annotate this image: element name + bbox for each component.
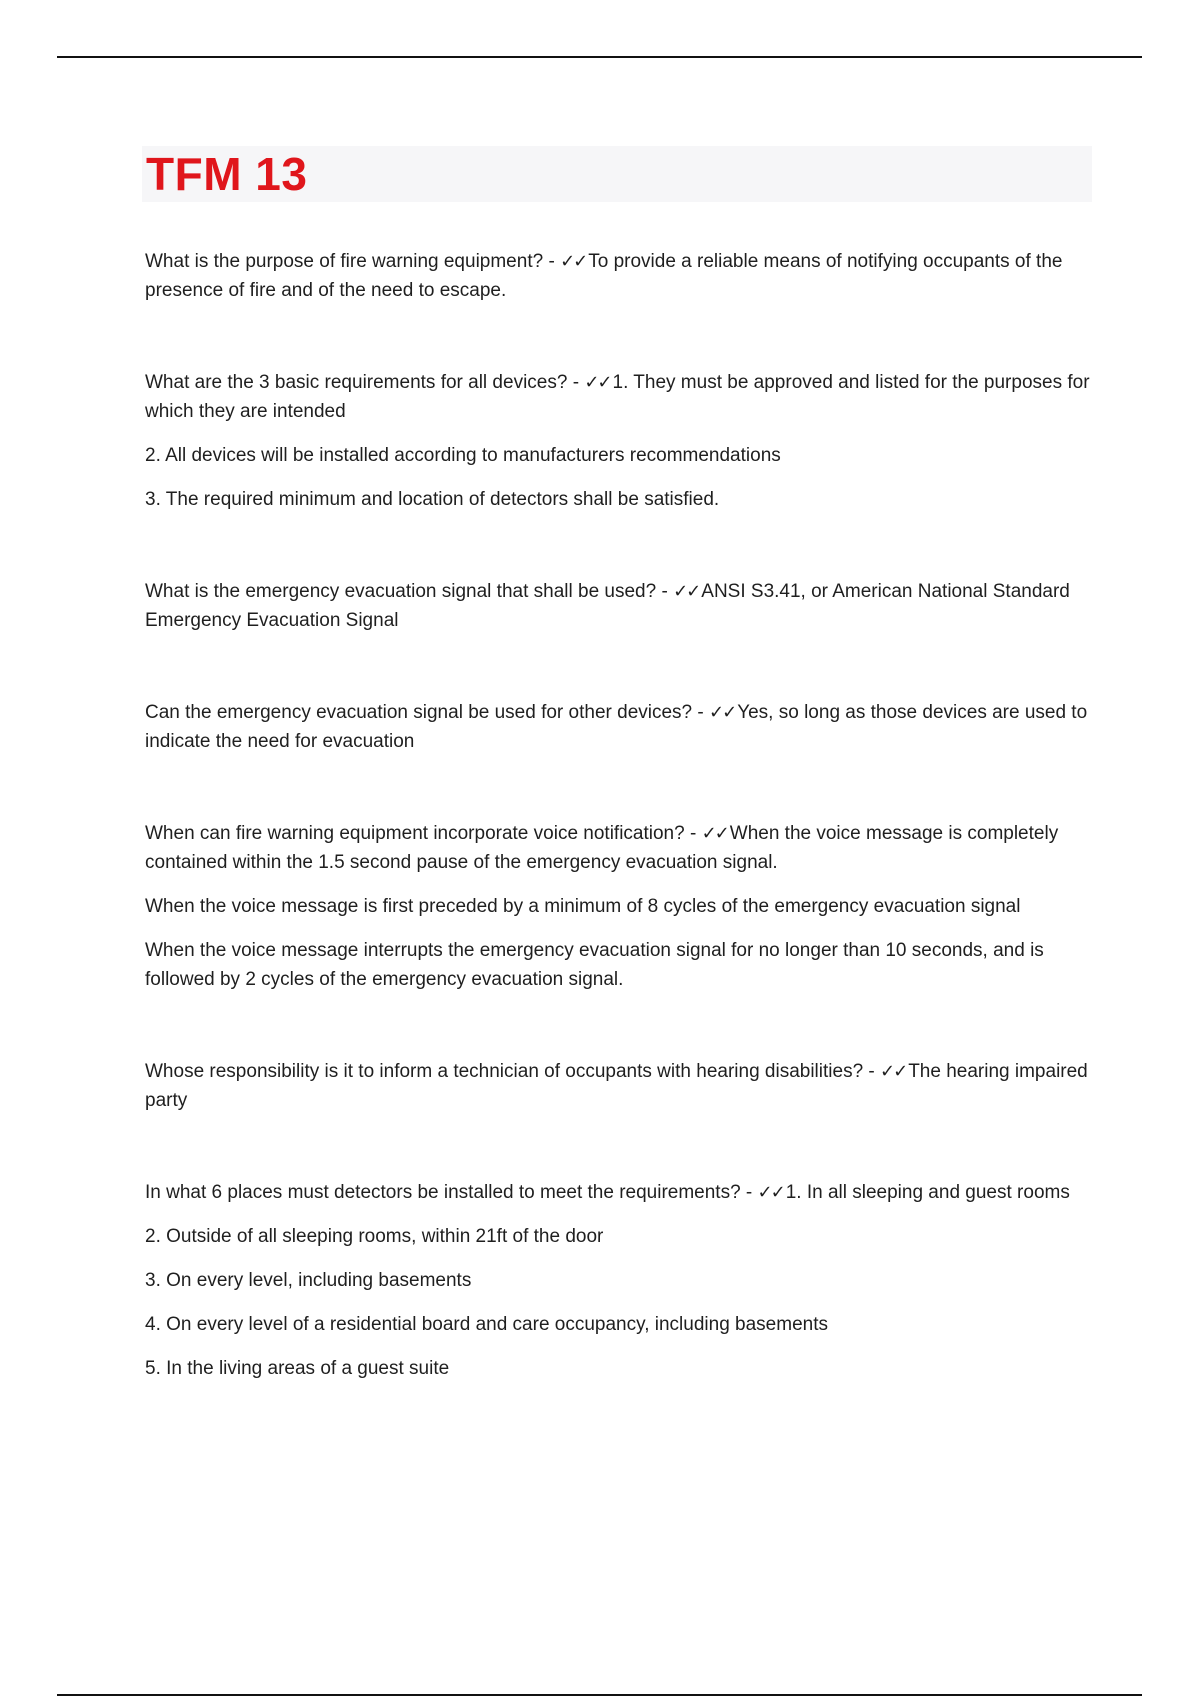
answer-text: To provide a reliable means of notifying occupants of the presence of fire and of the need to escape.	[145, 251, 1063, 301]
separator: -	[656, 581, 674, 602]
qa-item	[145, 1178, 1090, 1383]
question-text: What are the 3 basic requirements for all devices?	[145, 372, 568, 393]
answer-line: When the voice message interrupts the emergency evacuation signal for no longer than 10 seconds, and is followed by 2 cycles of the emergency evacuation signal.	[145, 940, 1044, 990]
top-rule	[57, 56, 1142, 58]
answer-text: 1. They must be approved and listed for the purposes for which they are intended	[145, 372, 1090, 422]
question-text: What is the purpose of fire warning equipment?	[145, 251, 544, 272]
answer-text: The hearing impaired party	[145, 1061, 1088, 1111]
qa-question-line	[145, 247, 1090, 305]
qa-question-line	[145, 698, 1090, 756]
question-text: Can the emergency evacuation signal be used for other devices?	[145, 702, 693, 723]
qa-question-line	[145, 368, 1090, 426]
answer-line: 5. In the living areas of a guest suite	[145, 1358, 450, 1379]
qa-list	[145, 247, 1090, 1446]
qa-item	[145, 368, 1090, 514]
separator: -	[863, 1061, 881, 1082]
question-text: When can fire warning equipment incorporate voice notification?	[145, 823, 685, 844]
document-title: TFM 13	[146, 148, 308, 200]
answer-text: When the voice message is completely contained within the 1.5 second pause of the emergency evacuation signal.	[145, 823, 1059, 873]
double-check-icon: ✓✓	[584, 372, 611, 393]
question-text: Whose responsibility is it to inform a technician of occupants with hearing disabilities?	[145, 1061, 864, 1082]
answer-line: When the voice message is first preceded by a minimum of 8 cycles of the emergency evacuation signal	[145, 896, 1021, 917]
double-check-icon: ✓✓	[560, 251, 587, 272]
question-text: In what 6 places must detectors be installed to meet the requirements?	[145, 1182, 741, 1203]
question-text: What is the emergency evacuation signal that shall be used?	[145, 581, 657, 602]
separator: -	[543, 251, 561, 272]
answer-line: 3. On every level, including basements	[145, 1270, 472, 1291]
answer-line: 4. On every level of a residential board and care occupancy, including basements	[145, 1314, 828, 1335]
double-check-icon: ✓✓	[757, 1182, 784, 1203]
qa-question-line	[145, 1057, 1090, 1115]
separator: -	[740, 1182, 758, 1203]
double-check-icon: ✓✓	[701, 823, 728, 844]
qa-question-line	[145, 819, 1090, 877]
qa-item	[145, 247, 1090, 305]
qa-item	[145, 698, 1090, 756]
answer-text: Yes, so long as those devices are used to indicate the need for evacuation	[145, 702, 1088, 752]
separator: -	[684, 823, 702, 844]
answer-line: 3. The required minimum and location of detectors shall be satisfied.	[145, 489, 720, 510]
double-check-icon: ✓✓	[673, 581, 700, 602]
qa-question-line	[145, 577, 1090, 635]
qa-item	[145, 819, 1090, 994]
answer-line: 2. Outside of all sleeping rooms, within 21ft of the door	[145, 1226, 604, 1247]
separator: -	[567, 372, 585, 393]
double-check-icon: ✓✓	[880, 1061, 907, 1082]
qa-question-line	[145, 1178, 1090, 1207]
bottom-rule	[57, 1694, 1142, 1696]
answer-text: 1. In all sleeping and guest rooms	[785, 1182, 1070, 1203]
double-check-icon: ✓✓	[709, 702, 736, 723]
qa-item	[145, 577, 1090, 635]
answer-line: 2. All devices will be installed according to manufacturers recommendations	[145, 445, 781, 466]
title-band	[142, 146, 1092, 202]
separator: -	[692, 702, 710, 723]
answer-text: ANSI S3.41, or American National Standard Emergency Evacuation Signal	[145, 581, 1070, 631]
qa-item	[145, 1057, 1090, 1115]
